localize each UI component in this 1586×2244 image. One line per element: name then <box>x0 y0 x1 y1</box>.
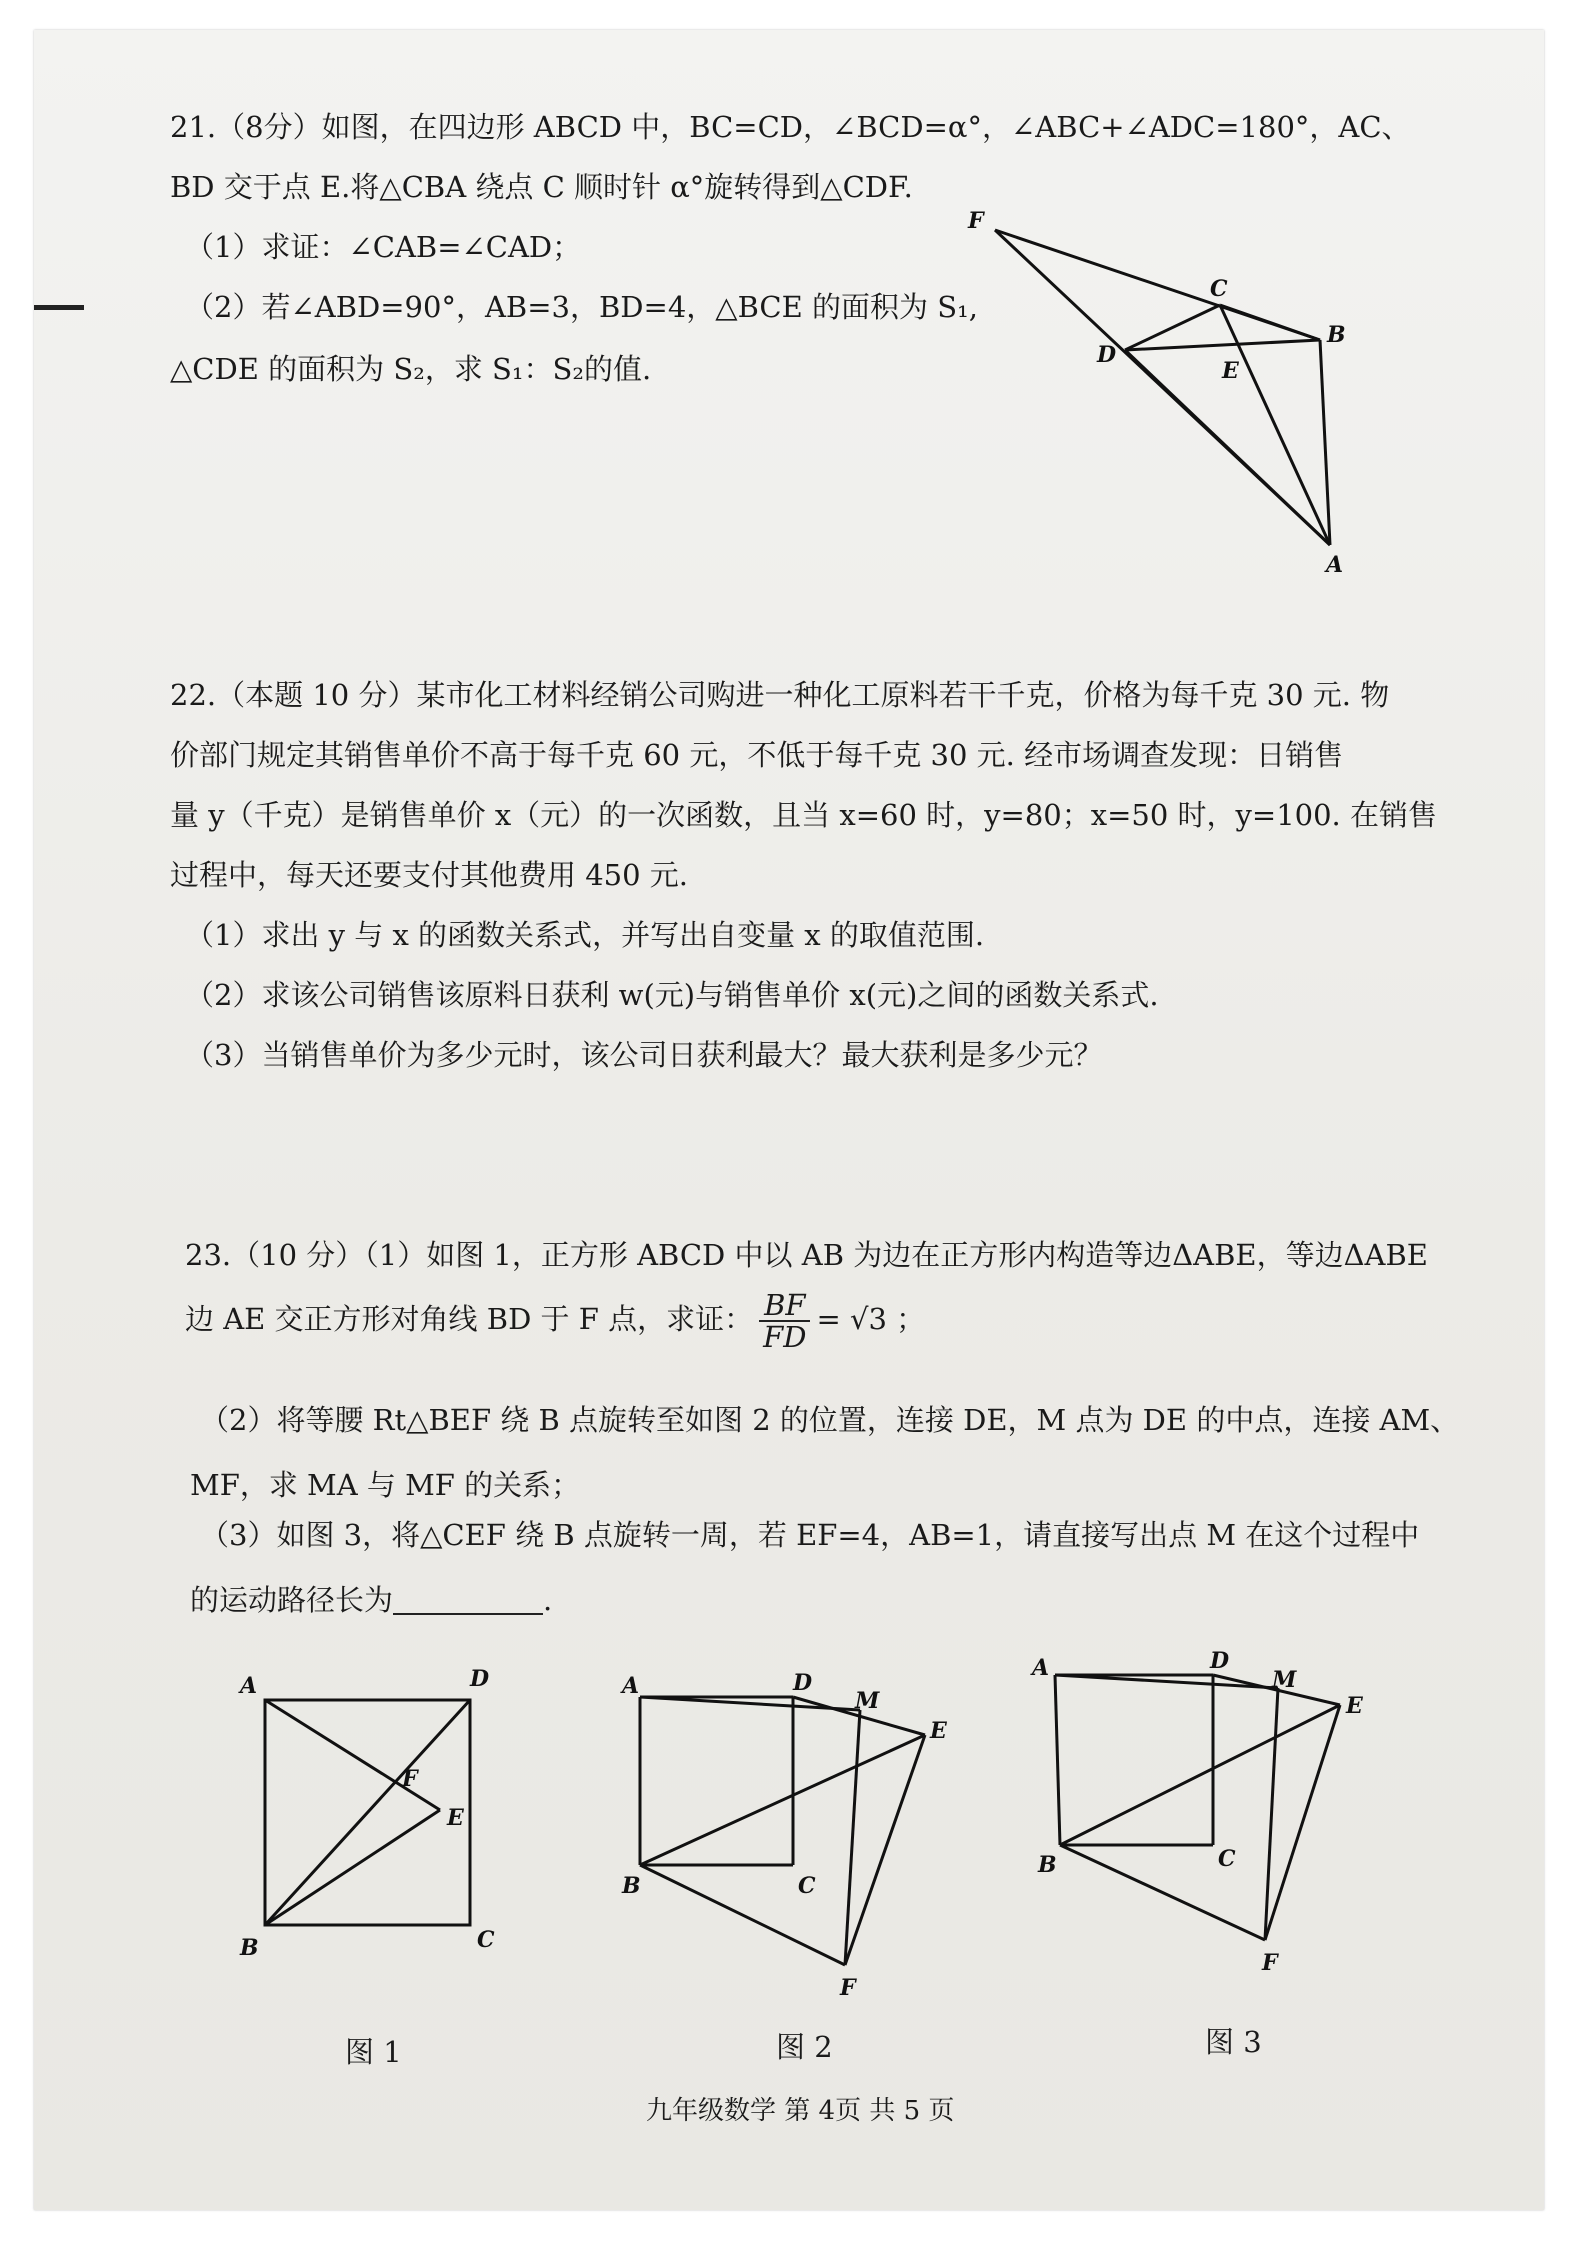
q21-line-2: BD 交于点 E.将△CBA 绕点 C 顺时针 α°旋转得到△CDF. <box>170 170 913 204</box>
q21-line-4: （2）若∠ABD=90°，AB=3，BD=4，△BCE 的面积为 S₁, <box>185 290 978 324</box>
q21-label-F: F <box>968 208 984 234</box>
q21-label-A: A <box>1326 552 1344 578</box>
q21-label-D: D <box>1097 342 1117 368</box>
q22-line-7: （3）当销售单价为多少元时，该公司日获利最大？最大获利是多少元？ <box>185 1038 1103 1072</box>
fig2-caption: 图 2 <box>776 2030 833 2064</box>
fig1-label-C: C <box>477 1927 495 1953</box>
q23-line-2-suffix: = √3 ； <box>816 1302 926 1336</box>
fraction-numerator: BF <box>759 1290 810 1322</box>
q21-label-C: C <box>1210 276 1228 302</box>
q21-line-5: △CDE 的面积为 S₂，求 S₁：S₂的值. <box>170 352 652 386</box>
q21-line-1: 21.（8分）如图，在四边形 ABCD 中，BC=CD，∠BCD=α°，∠ABC+∠ADC=180°，AC、 <box>170 110 1411 144</box>
fig2-label-M: M <box>855 1688 880 1714</box>
fig1-label-D: D <box>470 1666 490 1692</box>
q23-line-1: 23.（10 分）（1）如图 1，正方形 ABCD 中以 AB 为边在正方形内构造等边ΔABE，等边ΔABE <box>185 1238 1428 1272</box>
q21-label-B: B <box>1327 322 1346 348</box>
fig2-label-F: F <box>840 1975 856 2001</box>
fig2-label-E: E <box>930 1718 947 1744</box>
fraction-denominator: FD <box>763 1320 807 1354</box>
q22-line-1: 22.（本题 10 分）某市化工材料经销公司购进一种化工原料若干千克，价格为每千克 30 元. 物 <box>170 678 1390 712</box>
fig3-label-B: B <box>1038 1852 1057 1878</box>
page-footer: 九年级数学 第 4页 共 5 页 <box>646 2096 955 2126</box>
fig3-label-C: C <box>1218 1846 1236 1872</box>
fig1-label-F: F <box>402 1766 418 1792</box>
fig3-label-D: D <box>1210 1648 1230 1674</box>
fig3-label-E: E <box>1346 1693 1363 1719</box>
fig3-caption: 图 3 <box>1205 2025 1262 2059</box>
q22-line-5: （1）求出 y 与 x 的函数关系式，并写出自变量 x 的取值范围. <box>185 918 985 952</box>
q21-line-3: （1）求证：∠CAB=∠CAD； <box>185 230 582 264</box>
fig1-label-B: B <box>240 1935 259 1961</box>
fig2-label-D: D <box>793 1670 813 1696</box>
q22-line-2: 价部门规定其销售单价不高于每千克 60 元，不低于每千克 30 元. 经市场调查发现：日销售 <box>170 738 1344 772</box>
q23-line-3: （2）将等腰 Rt△BEF 绕 B 点旋转至如图 2 的位置，连接 DE，M 点为 DE 的中点，连接 AM、 <box>200 1403 1460 1437</box>
fig3-label-F: F <box>1262 1950 1278 1976</box>
fig2-label-B: B <box>622 1873 641 1899</box>
fig2-label-C: C <box>798 1873 816 1899</box>
fig3-label-M: M <box>1272 1667 1297 1693</box>
fig3-label-A: A <box>1032 1655 1050 1681</box>
q23-line-6-prefix: 的运动路径长为 <box>190 1583 394 1617</box>
fig1-label-A: A <box>240 1673 258 1699</box>
q23-line-2-prefix: 边 AE 交正方形对角线 BD 于 F 点，求证： <box>185 1302 754 1336</box>
q22-line-3: 量 y（千克）是销售单价 x（元）的一次函数，且当 x=60 时，y=80；x=50 时，y=100. 在销售 <box>170 798 1437 832</box>
q22-line-6: （2）求该公司销售该原料日获利 w(元)与销售单价 x(元)之间的函数关系式. <box>185 978 1159 1012</box>
fig2-label-A: A <box>622 1673 640 1699</box>
q23-line-4: MF，求 MA 与 MF 的关系； <box>190 1468 581 1502</box>
q23-line-5: （3）如图 3，将△CEF 绕 B 点旋转一周，若 EF=4，AB=1，请直接写出点 M 在这个过程中 <box>200 1518 1420 1552</box>
fig1-label-E: E <box>447 1805 464 1831</box>
q23-line-6-suffix: . <box>543 1583 553 1617</box>
q21-label-E: E <box>1222 358 1239 384</box>
fig1-caption: 图 1 <box>345 2035 402 2069</box>
q22-line-4: 过程中，每天还要支付其他费用 450 元. <box>170 858 689 892</box>
